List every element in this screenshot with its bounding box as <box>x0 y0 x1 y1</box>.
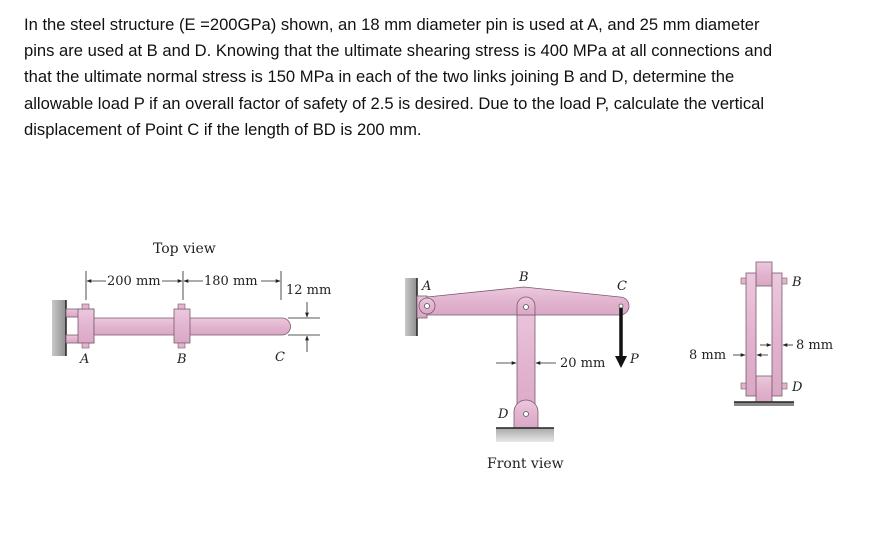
link-right <box>772 273 782 396</box>
dim-side-left: 8 mm <box>689 348 727 363</box>
member-abc <box>94 318 291 335</box>
dim-side-right: 8 mm <box>796 338 834 353</box>
pin-d-icon <box>524 412 529 417</box>
dim-link-width: 20 mm <box>560 356 606 371</box>
pin-b-icon <box>524 305 529 310</box>
label-b-top: B <box>177 352 187 367</box>
problem-line-1: In the steel structure (E =200GPa) shown, an 18 mm diameter pin is used at A, and 25 mm diameter <box>24 15 760 34</box>
label-c-front: C <box>617 279 627 294</box>
problem-line-4: allowable load P if an overall factor of safety of 2.5 is desired. Due to the load P, calculate the vertical <box>24 93 765 113</box>
wall-support-icon <box>52 300 66 356</box>
label-d-side: D <box>792 380 803 395</box>
label-d-front: D <box>498 407 509 422</box>
pin-b-icon <box>174 309 190 343</box>
label-a-top: A <box>80 352 90 367</box>
label-p: P <box>630 352 639 367</box>
side-view <box>689 262 833 406</box>
wall-support-icon <box>405 278 417 336</box>
link-left <box>746 273 756 396</box>
problem-line-3: that the ultimate normal stress is 150 MPa in each of the two links joining B and D, determine the <box>24 67 735 87</box>
front-view-caption: Front view <box>487 456 564 472</box>
label-a-front: A <box>422 279 432 294</box>
top-view <box>52 241 331 367</box>
label-b-side: B <box>792 275 802 290</box>
dim-bc: 180 mm <box>204 274 258 289</box>
dim-width: 12 mm <box>286 283 332 298</box>
problem-line-2: pins are used at B and D. Knowing that the ultimate shearing stress is 400 MPa at all connections and <box>24 41 773 61</box>
label-c-top: C <box>275 350 285 365</box>
dim-ab: 200 mm <box>107 274 161 289</box>
pin-a-icon <box>78 309 94 343</box>
front-view <box>405 270 639 472</box>
ground-support-icon <box>496 428 554 442</box>
label-b-front: B <box>519 270 529 285</box>
problem-line-5: displacement of Point C if the length of BD is 200 mm. <box>24 119 422 139</box>
top-view-caption: Top view <box>153 241 216 257</box>
